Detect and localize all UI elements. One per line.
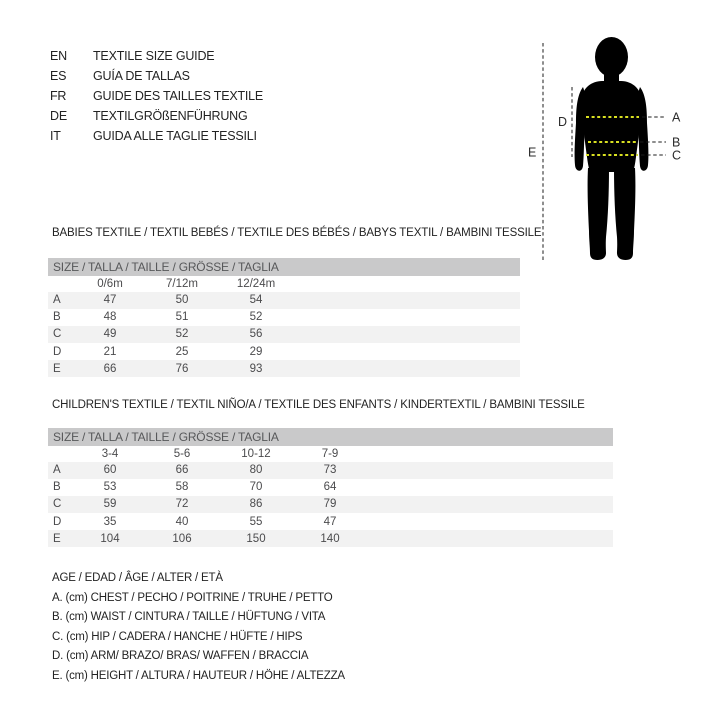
language-row-it (50, 126, 263, 146)
silhouette-left-arm (575, 87, 585, 171)
language-title: GUIDA ALLE TAGLIE TESSILI (93, 129, 257, 143)
table-row (48, 343, 520, 360)
table-row (48, 530, 613, 547)
legend-item-hip: C. (cm) HIP / CADERA / HANCHE / HÜFTE / HIPS (52, 630, 303, 643)
language-row-de (50, 106, 263, 126)
table-row (48, 496, 613, 513)
row-label: D (53, 515, 62, 528)
table-cell: 60 (103, 464, 117, 477)
row-label: A (53, 464, 61, 477)
children-table-body (48, 462, 613, 548)
legend-item-chest: A. (cm) CHEST / PECHO / POITRINE / TRUHE / PETTO (52, 591, 333, 604)
babies-table-body (48, 292, 520, 378)
table-cell: 56 (249, 328, 263, 341)
language-row-en (50, 46, 263, 66)
language-title: GUÍA DE TALLAS (93, 69, 190, 83)
table-cell: 72 (175, 498, 189, 511)
row-label: B (53, 481, 61, 494)
table-cell: 104 (100, 532, 120, 545)
language-row-es (50, 66, 263, 86)
label-D: D (558, 115, 568, 129)
child-silhouette-figure (520, 25, 700, 270)
language-code: EN (50, 49, 67, 63)
silhouette-torso (582, 81, 641, 172)
column-header: 0/6m (97, 277, 123, 290)
table-row (48, 326, 520, 343)
legend-item-height: E. (cm) HEIGHT / ALTURA / HAUTEUR / HÖHE / ALTEZZA (52, 669, 345, 682)
language-code: DE (50, 109, 67, 123)
table-cell: 52 (175, 328, 189, 341)
column-header: 7-9 (321, 447, 339, 460)
table-cell: 66 (175, 464, 189, 477)
children-column-headers (48, 446, 613, 462)
table-cell: 35 (103, 515, 117, 528)
table-cell: 64 (323, 481, 337, 494)
table-cell: 25 (175, 345, 189, 358)
legend-title: AGE / EDAD / ÂGE / ALTER / ETÀ (52, 572, 223, 584)
table-cell: 51 (175, 311, 189, 324)
table-cell: 80 (249, 464, 263, 477)
language-title: TEXTILGRÖßENFÜHRUNG (93, 109, 248, 123)
children-size-header-bar: SIZE / TALLA / TAILLE / GRÖSSE / TAGLIA (48, 428, 613, 446)
table-cell: 93 (249, 362, 263, 375)
table-cell: 55 (249, 515, 263, 528)
table-cell: 76 (175, 362, 189, 375)
row-label: E (53, 532, 61, 545)
column-header: 3-4 (101, 447, 119, 460)
row-label: C (53, 328, 62, 341)
language-list (50, 46, 263, 146)
language-row-fr (50, 86, 263, 106)
legend-item-waist: B. (cm) WAIST / CINTURA / TAILLE / HÜFTUNG / VITA (52, 611, 326, 624)
babies-section-heading: BABIES TEXTILE / TEXTIL BEBÉS / TEXTILE DES BÉBÉS / BABYS TEXTIL / BAMBINI TESSILE (52, 227, 542, 239)
children-size-table (48, 428, 613, 547)
table-row (48, 462, 613, 479)
table-row (48, 292, 520, 309)
table-cell: 70 (249, 481, 263, 494)
silhouette-right-arm (638, 87, 648, 171)
column-header: 12/24m (236, 277, 276, 290)
column-header: 5-6 (173, 447, 191, 460)
table-cell: 86 (249, 498, 263, 511)
babies-column-headers (48, 276, 520, 292)
label-C: C (672, 148, 682, 163)
table-cell: 49 (103, 328, 117, 341)
child-silhouette (575, 37, 649, 260)
table-cell: 73 (323, 464, 337, 477)
table-cell: 47 (323, 515, 337, 528)
babies-size-table (48, 258, 520, 377)
row-label: B (53, 311, 61, 324)
label-A: A (672, 110, 681, 125)
row-label: E (53, 362, 61, 375)
table-row (48, 309, 520, 326)
table-cell: 52 (249, 311, 263, 324)
row-label: D (53, 345, 62, 358)
table-cell: 79 (323, 498, 337, 511)
language-title: TEXTILE SIZE GUIDE (93, 49, 215, 63)
row-label: A (53, 294, 61, 307)
table-cell: 53 (103, 481, 117, 494)
table-cell: 140 (320, 532, 340, 545)
table-cell: 50 (175, 294, 189, 307)
silhouette-left-leg (588, 168, 609, 260)
children-section-heading: CHILDREN'S TEXTILE / TEXTIL NIÑO/A / TEXTILE DES ENFANTS / KINDERTEXTIL / BAMBINI TESSILE (52, 399, 585, 411)
row-label: C (53, 498, 62, 511)
table-row (48, 360, 520, 377)
babies-size-header-bar: SIZE / TALLA / TAILLE / GRÖSSE / TAGLIA (48, 258, 520, 276)
table-cell: 48 (103, 311, 117, 324)
column-header: 10-12 (241, 447, 271, 460)
table-cell: 58 (175, 481, 189, 494)
table-cell: 59 (103, 498, 117, 511)
table-row (48, 513, 613, 530)
silhouette-right-leg (614, 168, 635, 260)
table-cell: 21 (103, 345, 117, 358)
table-cell: 40 (175, 515, 189, 528)
measurement-legend (52, 569, 345, 687)
column-header: 7/12m (166, 277, 198, 290)
table-row (48, 479, 613, 496)
language-code: IT (50, 129, 61, 143)
language-title: GUIDE DES TAILLES TEXTILE (93, 89, 264, 103)
table-cell: 29 (249, 345, 263, 358)
label-B: B (672, 135, 681, 150)
silhouette-neck (604, 67, 619, 82)
table-cell: 47 (103, 294, 117, 307)
table-cell: 150 (246, 532, 266, 545)
legend-item-arm: D. (cm) ARM/ BRAZO/ BRAS/ WAFFEN / BRACCIA (52, 650, 309, 663)
table-cell: 106 (172, 532, 192, 545)
language-code: ES (50, 69, 67, 83)
language-code: FR (50, 89, 67, 103)
label-E: E (528, 145, 537, 160)
table-cell: 54 (249, 294, 263, 307)
table-cell: 66 (103, 362, 117, 375)
